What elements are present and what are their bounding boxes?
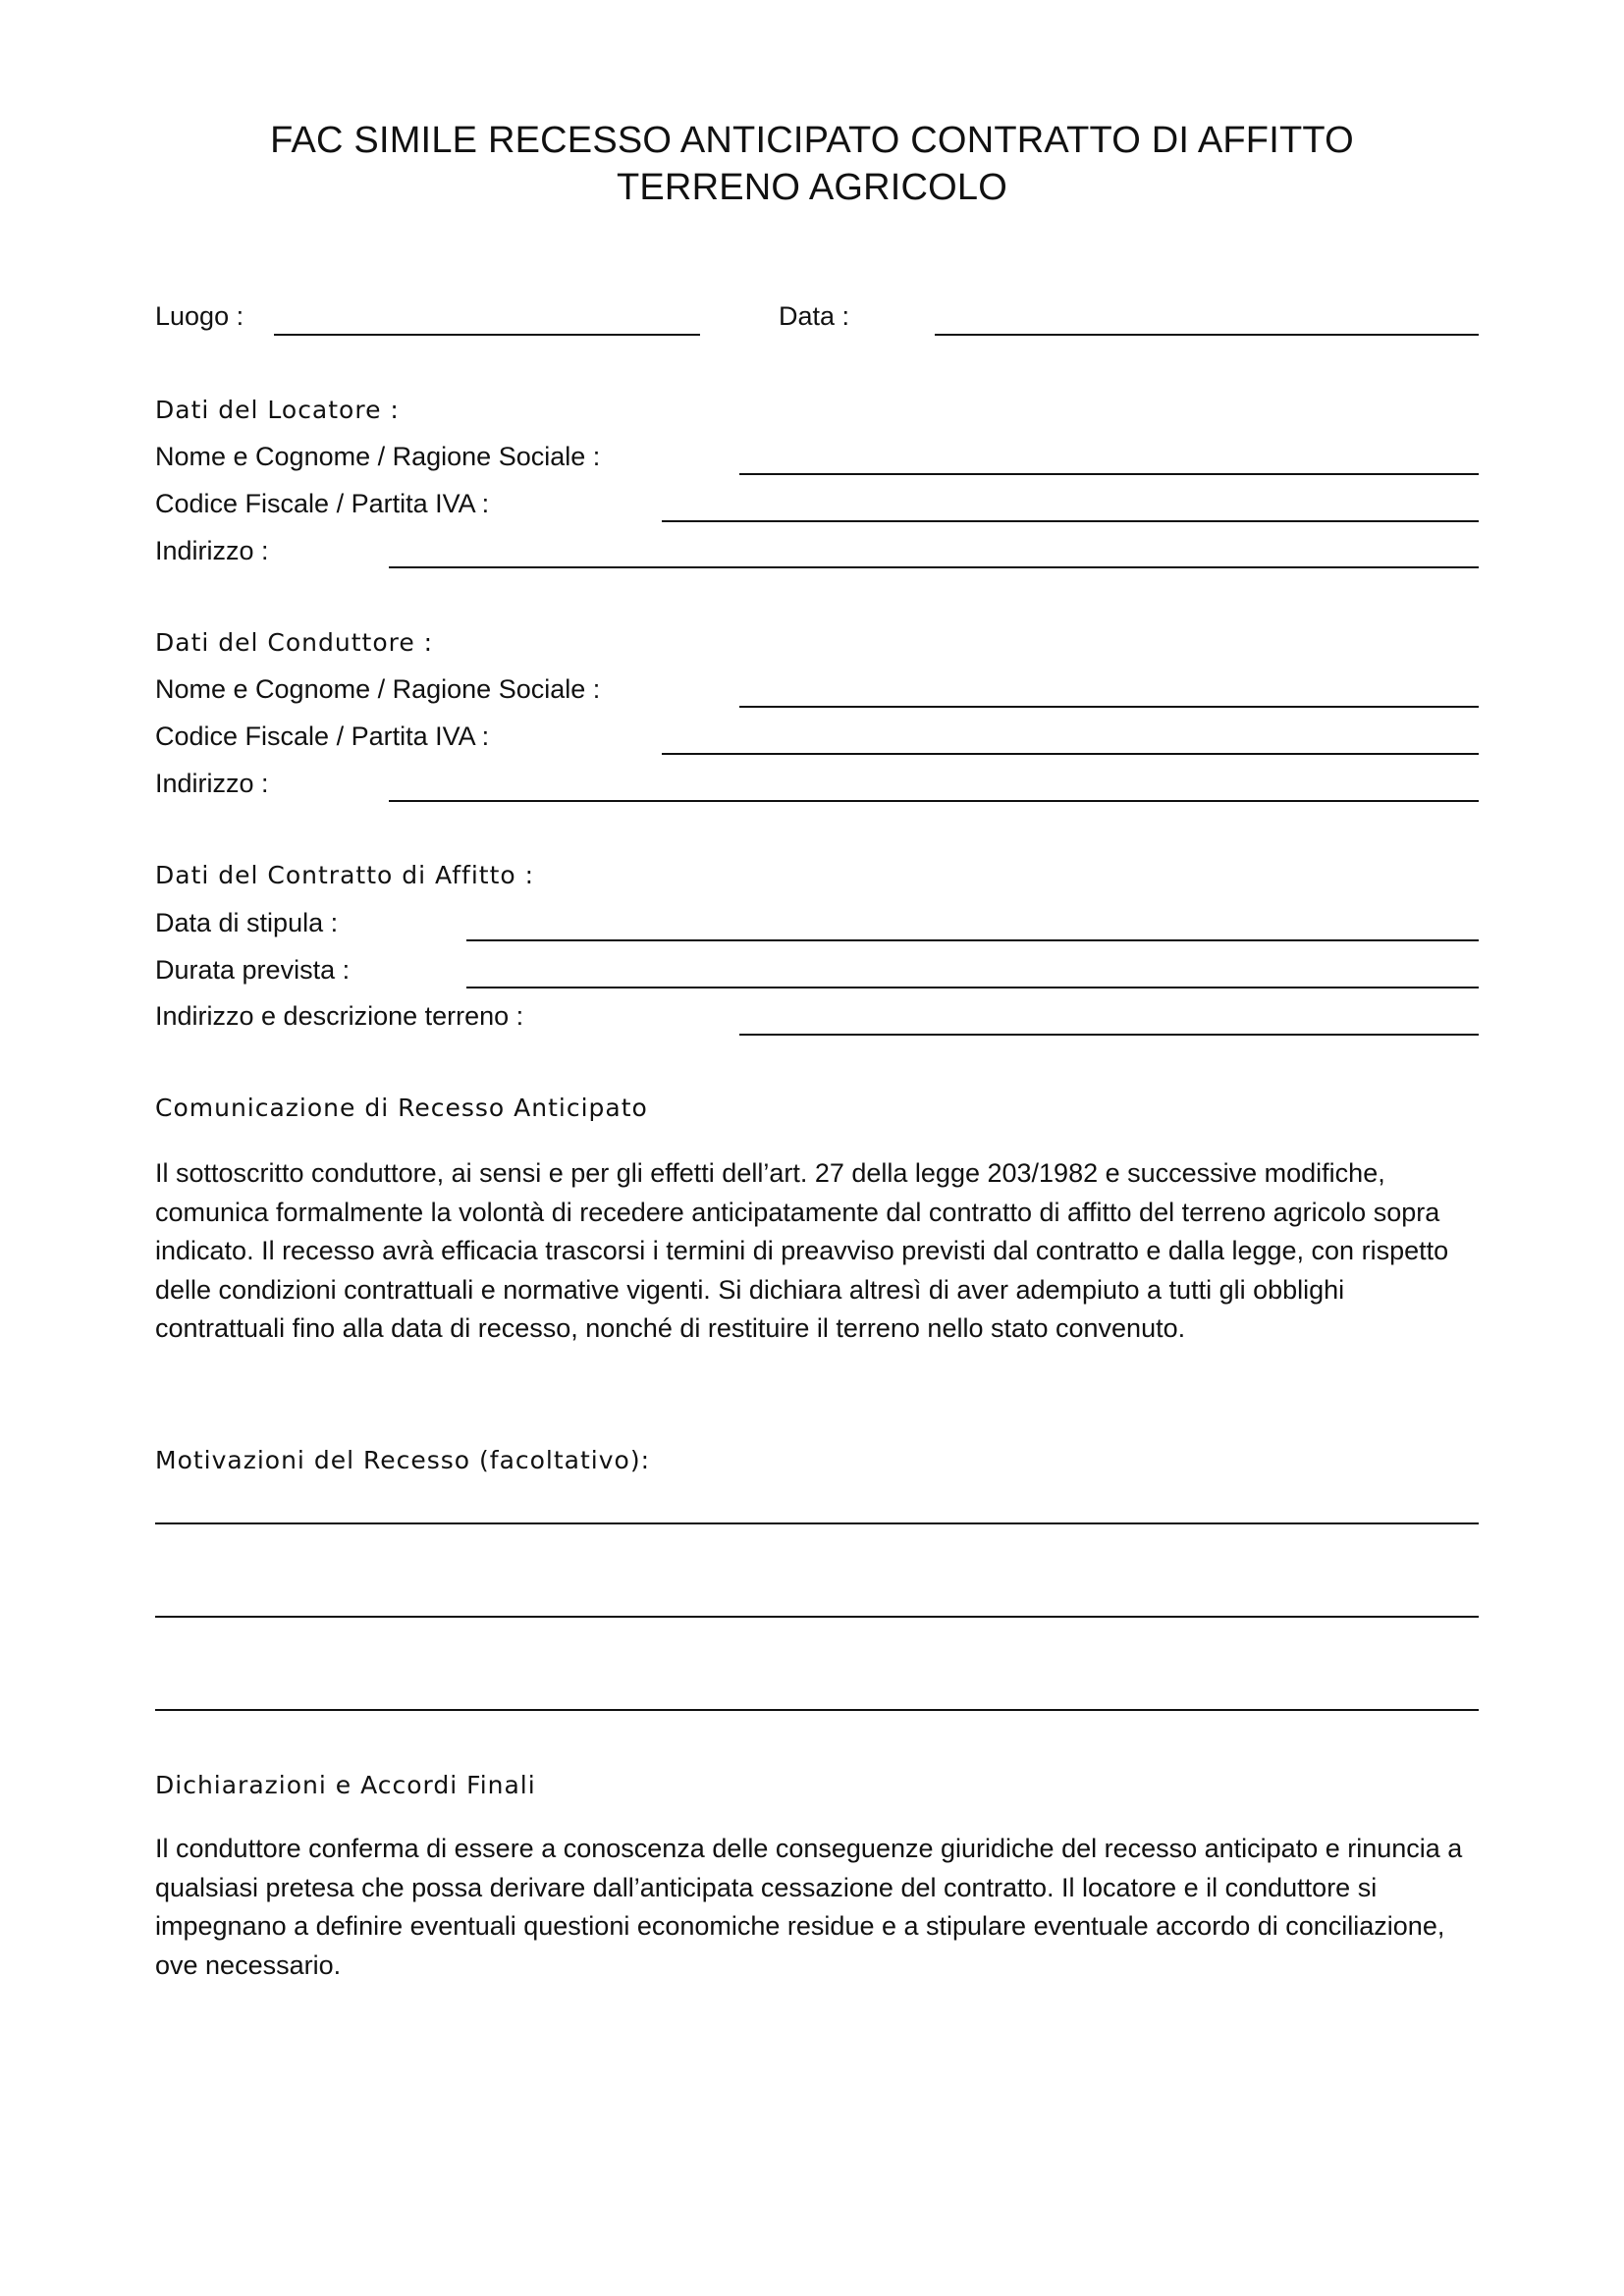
motivazioni-heading: Motivazioni del Recesso (facoltativo): bbox=[155, 1446, 651, 1474]
conduttore-nome-field[interactable] bbox=[739, 706, 1479, 708]
luogo-field[interactable] bbox=[274, 334, 700, 336]
document-title-line-1: FAC SIMILE RECESSO ANTICIPATO CONTRATTO DI AFFITTO bbox=[270, 120, 1354, 161]
data-label: Data : bbox=[779, 301, 850, 331]
conduttore-heading: Dati del Conduttore : bbox=[155, 628, 434, 657]
comunicazione-heading: Comunicazione di Recesso Anticipato bbox=[155, 1094, 648, 1122]
locatore-indirizzo-label: Indirizzo : bbox=[155, 536, 269, 565]
locatore-nome-field[interactable] bbox=[739, 473, 1479, 475]
dichiarazioni-paragraph: Il conduttore conferma di essere a conoscenza delle conseguenze giuridiche del recesso anticipato e rinuncia a qualsiasi pretesa che possa derivare dall’anticipata cessazione del contratto. Il locatore e il conduttore si impegnano a definire eventuali questioni economiche residue e a stipulare eventuale accordo di conciliazione, ove necessario. bbox=[155, 1834, 1463, 1980]
contratto-stipula-field[interactable] bbox=[466, 939, 1479, 941]
conduttore-indirizzo-label: Indirizzo : bbox=[155, 769, 269, 798]
dichiarazioni-heading: Dichiarazioni e Accordi Finali bbox=[155, 1771, 536, 1799]
comunicazione-paragraph: Il sottoscritto conduttore, ai sensi e per gli effetti dell’art. 27 della legge 203/1982 e successive modifiche, comunica formalmente la volontà di recedere anticipatamente dal contratto di affitto del terreno agricolo sopra indicato. Il recesso avrà efficacia trascorsi i termini di preavviso previsti dal contratto e dalla legge, con rispetto delle condizioni contrattuali e normative vigenti. Si dichiara altresì di aver adempiuto a tutti gli obblighi contrattuali fino alla data di recesso, nonché di restituire il terreno nello stato convenuto. bbox=[155, 1158, 1449, 1343]
locatore-cf-label: Codice Fiscale / Partita IVA : bbox=[155, 489, 490, 518]
contratto-stipula-label: Data di stipula : bbox=[155, 908, 339, 937]
conduttore-cf-label: Codice Fiscale / Partita IVA : bbox=[155, 721, 490, 751]
contratto-terreno-label: Indirizzo e descrizione terreno : bbox=[155, 1001, 524, 1031]
motivazioni-line-2[interactable] bbox=[155, 1616, 1479, 1618]
contratto-heading: Dati del Contratto di Affitto : bbox=[155, 861, 535, 889]
conduttore-nome-label: Nome e Cognome / Ragione Sociale : bbox=[155, 674, 601, 704]
motivazioni-line-3[interactable] bbox=[155, 1709, 1479, 1711]
contratto-durata-field[interactable] bbox=[466, 987, 1479, 988]
conduttore-cf-field[interactable] bbox=[662, 753, 1479, 755]
locatore-cf-field[interactable] bbox=[662, 520, 1479, 522]
conduttore-indirizzo-field[interactable] bbox=[389, 800, 1479, 802]
locatore-indirizzo-field[interactable] bbox=[389, 566, 1479, 568]
data-field[interactable] bbox=[935, 334, 1479, 336]
locatore-heading: Dati del Locatore : bbox=[155, 396, 400, 424]
luogo-label: Luogo : bbox=[155, 301, 244, 331]
contratto-durata-label: Durata prevista : bbox=[155, 955, 351, 985]
document-title-line-2: TERRENO AGRICOLO bbox=[616, 167, 1008, 208]
contratto-terreno-field[interactable] bbox=[739, 1034, 1479, 1036]
locatore-nome-label: Nome e Cognome / Ragione Sociale : bbox=[155, 442, 601, 471]
motivazioni-line-1[interactable] bbox=[155, 1522, 1479, 1524]
